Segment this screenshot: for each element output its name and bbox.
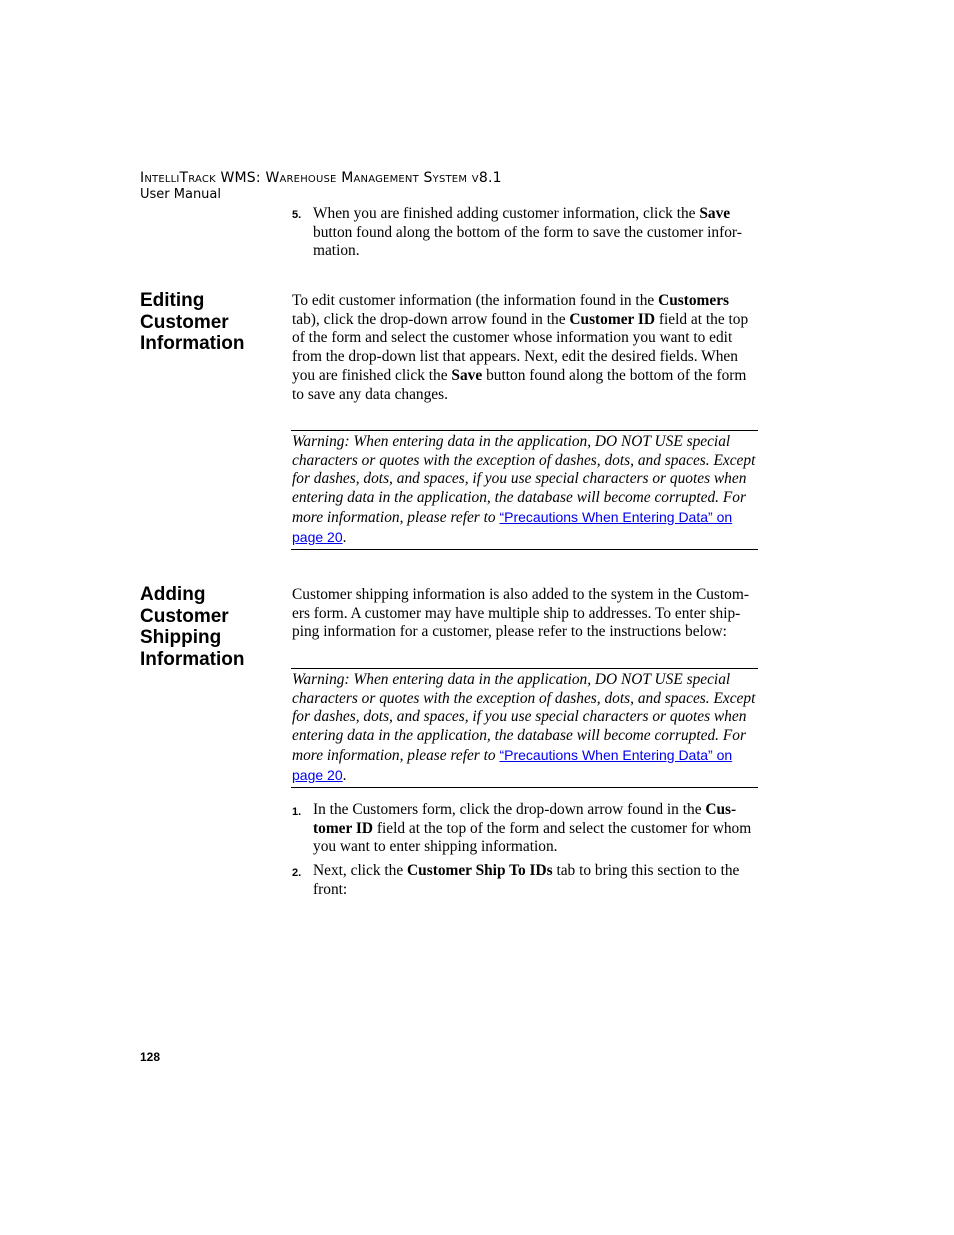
step-5-text: When you are finished adding customer information, click the Save button found along the bottom of the form to save the customer infor- mation.	[313, 205, 742, 260]
warning-1-text: Warning: When entering data in the application, DO NOT USE special characters or quotes with the exception of dashes, dots, and spaces. Except for dashes, dots, and spaces, if you use special characters or quotes when entering data in the application, the database will become corrupted. For more information, please refer to “Precautions When Entering Data” on page 20.	[292, 433, 756, 546]
page-number: 128	[140, 1050, 161, 1064]
running-header-title: IntelliTrack WMS: Warehouse Management System v8.1	[140, 170, 502, 186]
warning-2-text: Warning: When entering data in the application, DO NOT USE special characters or quotes with the exception of dashes, dots, and spaces. Except for dashes, dots, and spaces, if you use special characters or quotes when entering data in the application, the database will become corrupted. For more information, please refer to “Precautions When Entering Data” on page 20.	[292, 671, 756, 784]
step-1-number: 1.	[292, 806, 302, 818]
section-heading-editing: Editing Customer Information	[140, 290, 245, 355]
section-heading-adding: Adding Customer Shipping Information	[140, 584, 245, 670]
running-header-subtitle: User Manual	[140, 187, 222, 202]
precautions-link-1[interactable]: “Precautions When Entering Data” on	[499, 508, 733, 525]
warning-2-top-rule	[291, 668, 758, 669]
editing-paragraph: To edit customer information (the information found in the Customers tab), click the drop-down arrow found in the Customer ID field at the top of the form and select the customer whose information you want to edit from the drop-down list that appears. Next, edit the desired fields. When you are finished click the Save button found along the bottom of the form to save any data changes.	[292, 292, 749, 403]
page-20-link-1[interactable]: page 20	[292, 528, 343, 545]
warning-1-bottom-rule	[291, 549, 758, 550]
warning-1-top-rule	[291, 430, 758, 431]
page-20-link-2[interactable]: page 20	[292, 766, 343, 783]
precautions-link-2[interactable]: “Precautions When Entering Data” on	[499, 746, 733, 763]
step-5-number: 5.	[292, 209, 302, 221]
step-1-text: In the Customers form, click the drop-down arrow found in the Cus- tomer ID field at the top of the form and select the customer for whom you want to enter shipping information.	[313, 801, 752, 856]
step-2-text: Next, click the Customer Ship To IDs tab to bring this section to the front:	[313, 862, 740, 898]
adding-paragraph: Customer shipping information is also added to the system in the Custom- ers form. A customer may have multiple ship to addresses. To enter ship- ping information for a customer, please refer to the instructions below:	[292, 586, 749, 641]
step-2-number: 2.	[292, 867, 302, 879]
warning-2-bottom-rule	[291, 787, 758, 788]
